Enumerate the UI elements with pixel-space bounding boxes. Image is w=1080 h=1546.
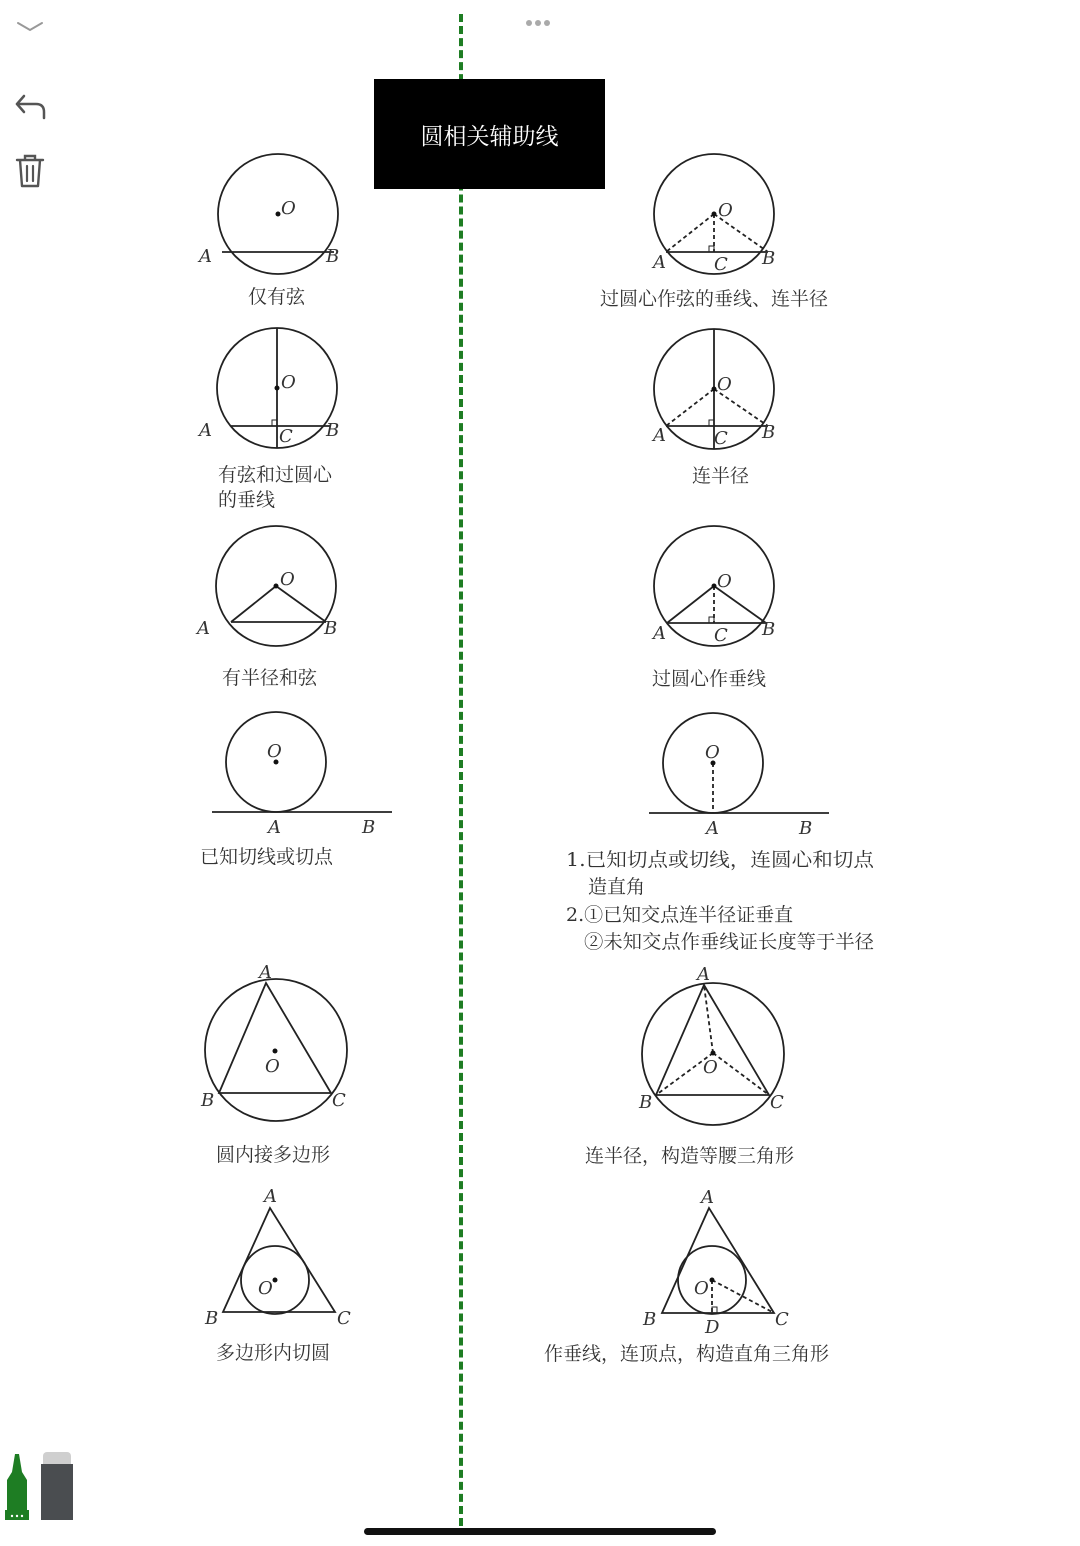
- caption-connect-radius: 连半径: [692, 465, 750, 487]
- label-o: O: [281, 198, 296, 219]
- label-b: B: [205, 1308, 219, 1329]
- marker-pen-icon[interactable]: [5, 1454, 29, 1520]
- label-o: O: [718, 200, 733, 221]
- label-b: B: [643, 1309, 657, 1330]
- home-indicator[interactable]: [364, 1528, 716, 1535]
- label-c: C: [279, 426, 293, 447]
- triangle-incircle: [223, 1208, 335, 1312]
- label-b: B: [326, 420, 340, 441]
- label-o: O: [267, 741, 282, 762]
- label-a: A: [706, 818, 719, 839]
- label-a: A: [199, 246, 212, 267]
- label-b: B: [762, 422, 776, 443]
- eraser-icon[interactable]: [41, 1452, 73, 1520]
- label-o: O: [705, 742, 720, 763]
- label-a: A: [199, 420, 212, 441]
- label-a: A: [653, 252, 666, 273]
- label-a: A: [197, 618, 210, 639]
- label-a: A: [697, 964, 710, 985]
- caption-radius-and-chord: 有半径和弦: [222, 667, 318, 689]
- label-b: B: [762, 619, 776, 640]
- caption-inscribed-polygon: 圆内接多边形: [216, 1144, 331, 1166]
- caption-tangent-method-2: 2.①已知交点连半径证垂直: [566, 904, 794, 926]
- label-b: B: [201, 1090, 215, 1111]
- label-o: O: [258, 1278, 273, 1299]
- label-o: O: [265, 1056, 280, 1077]
- label-o: O: [281, 372, 296, 393]
- label-a: A: [701, 1187, 714, 1208]
- label-d: D: [705, 1317, 720, 1338]
- caption-chord-perpendicular-2: 的垂线: [218, 489, 276, 511]
- label-a: A: [259, 962, 272, 983]
- label-b: B: [326, 246, 340, 267]
- label-b: B: [639, 1092, 653, 1113]
- label-a: A: [264, 1186, 277, 1207]
- label-c: C: [714, 625, 728, 646]
- label-b: B: [324, 618, 338, 639]
- label-a: A: [268, 817, 281, 838]
- label-a: A: [653, 623, 666, 644]
- caption-chord-only: 仅有弦: [248, 286, 306, 308]
- label-c: C: [714, 428, 728, 449]
- label-b: B: [762, 248, 776, 269]
- caption-incircle: 多边形内切圆: [216, 1342, 331, 1364]
- page-title: 圆相关辅助线: [374, 79, 605, 189]
- caption-tangent-method-1: 1.已知切点或切线，连圆心和切点: [566, 849, 876, 871]
- label-o: O: [717, 571, 732, 592]
- caption-isosceles: 连半径，构造等腰三角形: [585, 1145, 795, 1167]
- label-o: O: [280, 569, 295, 590]
- label-o: O: [694, 1278, 709, 1299]
- label-o: O: [703, 1057, 718, 1078]
- caption-tangent-method-2b: ②未知交点作垂线证长度等于半径: [584, 931, 874, 953]
- label-o: O: [717, 374, 732, 395]
- drawing-tools: [3, 1450, 75, 1522]
- label-c: C: [770, 1092, 784, 1113]
- caption-perpendicular-from-center: 过圆心作垂线: [652, 668, 767, 690]
- caption-tangent-method-1b: 造直角: [588, 876, 646, 898]
- caption-perpendicular-radius: 过圆心作弦的垂线、连半径: [600, 288, 829, 310]
- label-b: B: [799, 818, 813, 839]
- label-c: C: [337, 1308, 351, 1329]
- triangle-incircle-construction: [662, 1208, 774, 1313]
- label-c: C: [775, 1309, 789, 1330]
- label-a: A: [653, 425, 666, 446]
- caption-chord-perpendicular: 有弦和过圆心: [218, 464, 333, 486]
- caption-right-triangle: 作垂线，连顶点，构造直角三角形: [544, 1343, 830, 1365]
- caption-tangent: 已知切线或切点: [200, 846, 334, 868]
- label-c: C: [332, 1090, 346, 1111]
- label-b: B: [362, 817, 376, 838]
- label-c: C: [714, 254, 728, 275]
